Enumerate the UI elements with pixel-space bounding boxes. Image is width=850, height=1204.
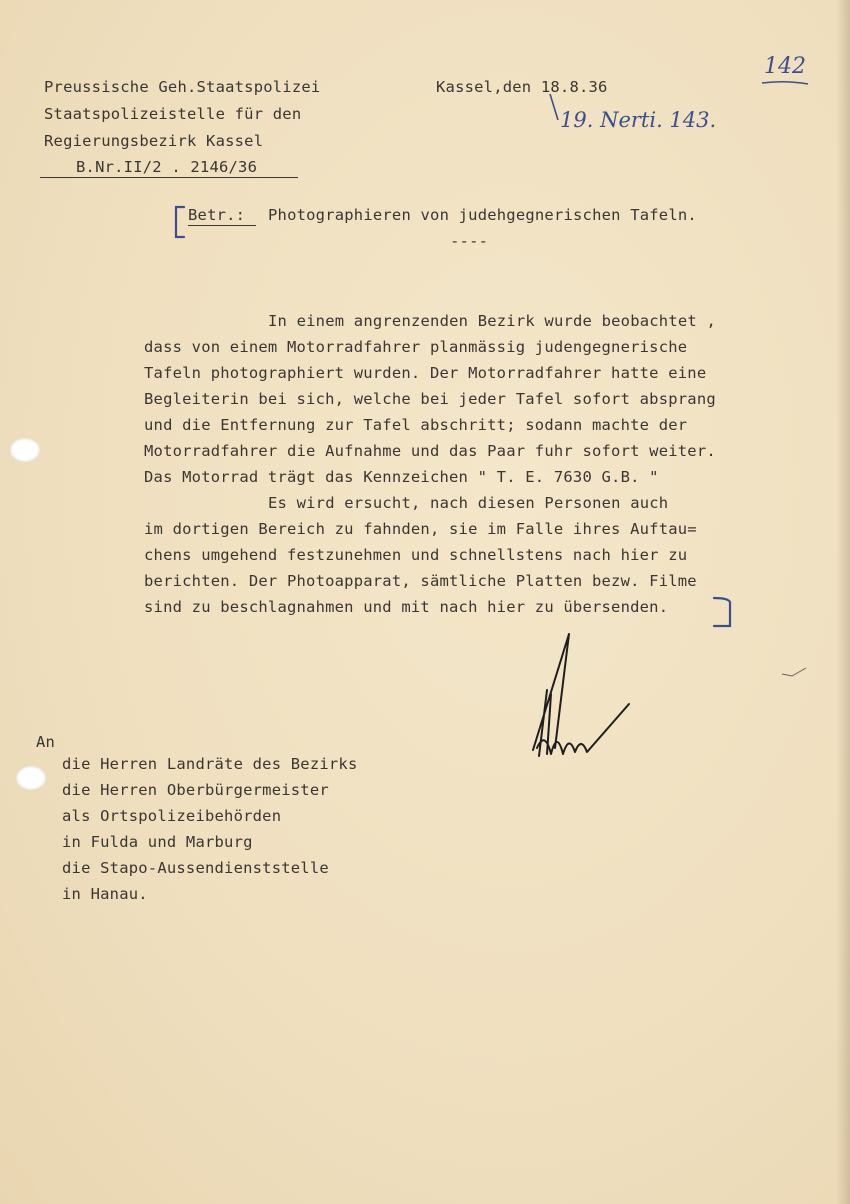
body-line-8: Es wird ersucht, nach diesen Personen auch (268, 494, 669, 512)
paper-mark (780, 660, 810, 680)
recipient-line-5: die Stapo-Aussendienststelle (62, 859, 329, 877)
body-line-3: Tafeln photographiert wurden. Der Motorradfahrer hatte eine (144, 364, 707, 382)
sender-line-2: Staatspolizeistelle für den (44, 105, 302, 123)
handwritten-file-note: 19. Nerti. 143. (560, 108, 717, 132)
subject-label-underline (188, 225, 256, 226)
body-line-7: Das Motorrad trägt das Kennzeichen " T. E. 7630 G.B. " (144, 468, 659, 486)
recipient-line-3: als Ortspolizeibehörden (62, 807, 282, 825)
sender-line-3: Regierungsbezirk Kassel (44, 132, 264, 150)
reference-number: B.Nr.II/2 . 2146/36 (76, 158, 258, 176)
signature-scribble (525, 630, 635, 765)
subject-text: Photographieren von judehgegnerischen Tafeln. (268, 206, 697, 224)
handwritten-page-number: 142 (764, 54, 806, 79)
body-line-12: sind zu beschlagnahmen und mit nach hier zu übersenden. (144, 598, 669, 616)
note-lead-stroke (548, 92, 560, 122)
subject-bracket-icon (172, 205, 186, 239)
recipient-line-1: die Herren Landräte des Bezirks (62, 755, 358, 773)
punch-hole-top (10, 438, 40, 462)
punch-hole-bottom (16, 766, 46, 790)
body-line-2: dass von einem Motorradfahrer planmässig judengegnerische (144, 338, 688, 356)
sender-line-1: Preussische Geh.Staatspolizei (44, 78, 321, 96)
body-line-1: In einem angrenzenden Bezirk wurde beobachtet , (268, 312, 716, 330)
page-number-stroke (760, 80, 810, 86)
recipient-line-2: die Herren Oberbürgermeister (62, 781, 329, 799)
body-line-6: Motorradfahrer die Aufnahme und das Paar fuhr sofort weiter. (144, 442, 716, 460)
body-line-10: chens umgehend festzunehmen und schnellstens nach hier zu (144, 546, 688, 564)
paper-edge-shadow (836, 0, 850, 1204)
body-line-5: und die Entfernung zur Tafel abschritt; sodann machte der (144, 416, 688, 434)
place-date: Kassel,den 18.8.36 (436, 78, 608, 96)
body-line-4: Begleiterin bei sich, welche bei jeder Tafel sofort absprang (144, 390, 716, 408)
body-end-bracket-icon (710, 596, 734, 630)
recipients-header: An (36, 733, 56, 751)
subject-dashes: ---- (450, 232, 489, 250)
recipient-line-6: in Hanau. (62, 885, 148, 903)
body-line-11: berichten. Der Photoapparat, sämtliche Platten bezw. Filme (144, 572, 697, 590)
recipient-line-4: in Fulda und Marburg (62, 833, 253, 851)
subject-label: Betr.: (188, 206, 246, 224)
reference-underline (40, 177, 298, 178)
body-line-9: im dortigen Bereich zu fahnden, sie im Falle ihres Auftau= (144, 520, 697, 538)
